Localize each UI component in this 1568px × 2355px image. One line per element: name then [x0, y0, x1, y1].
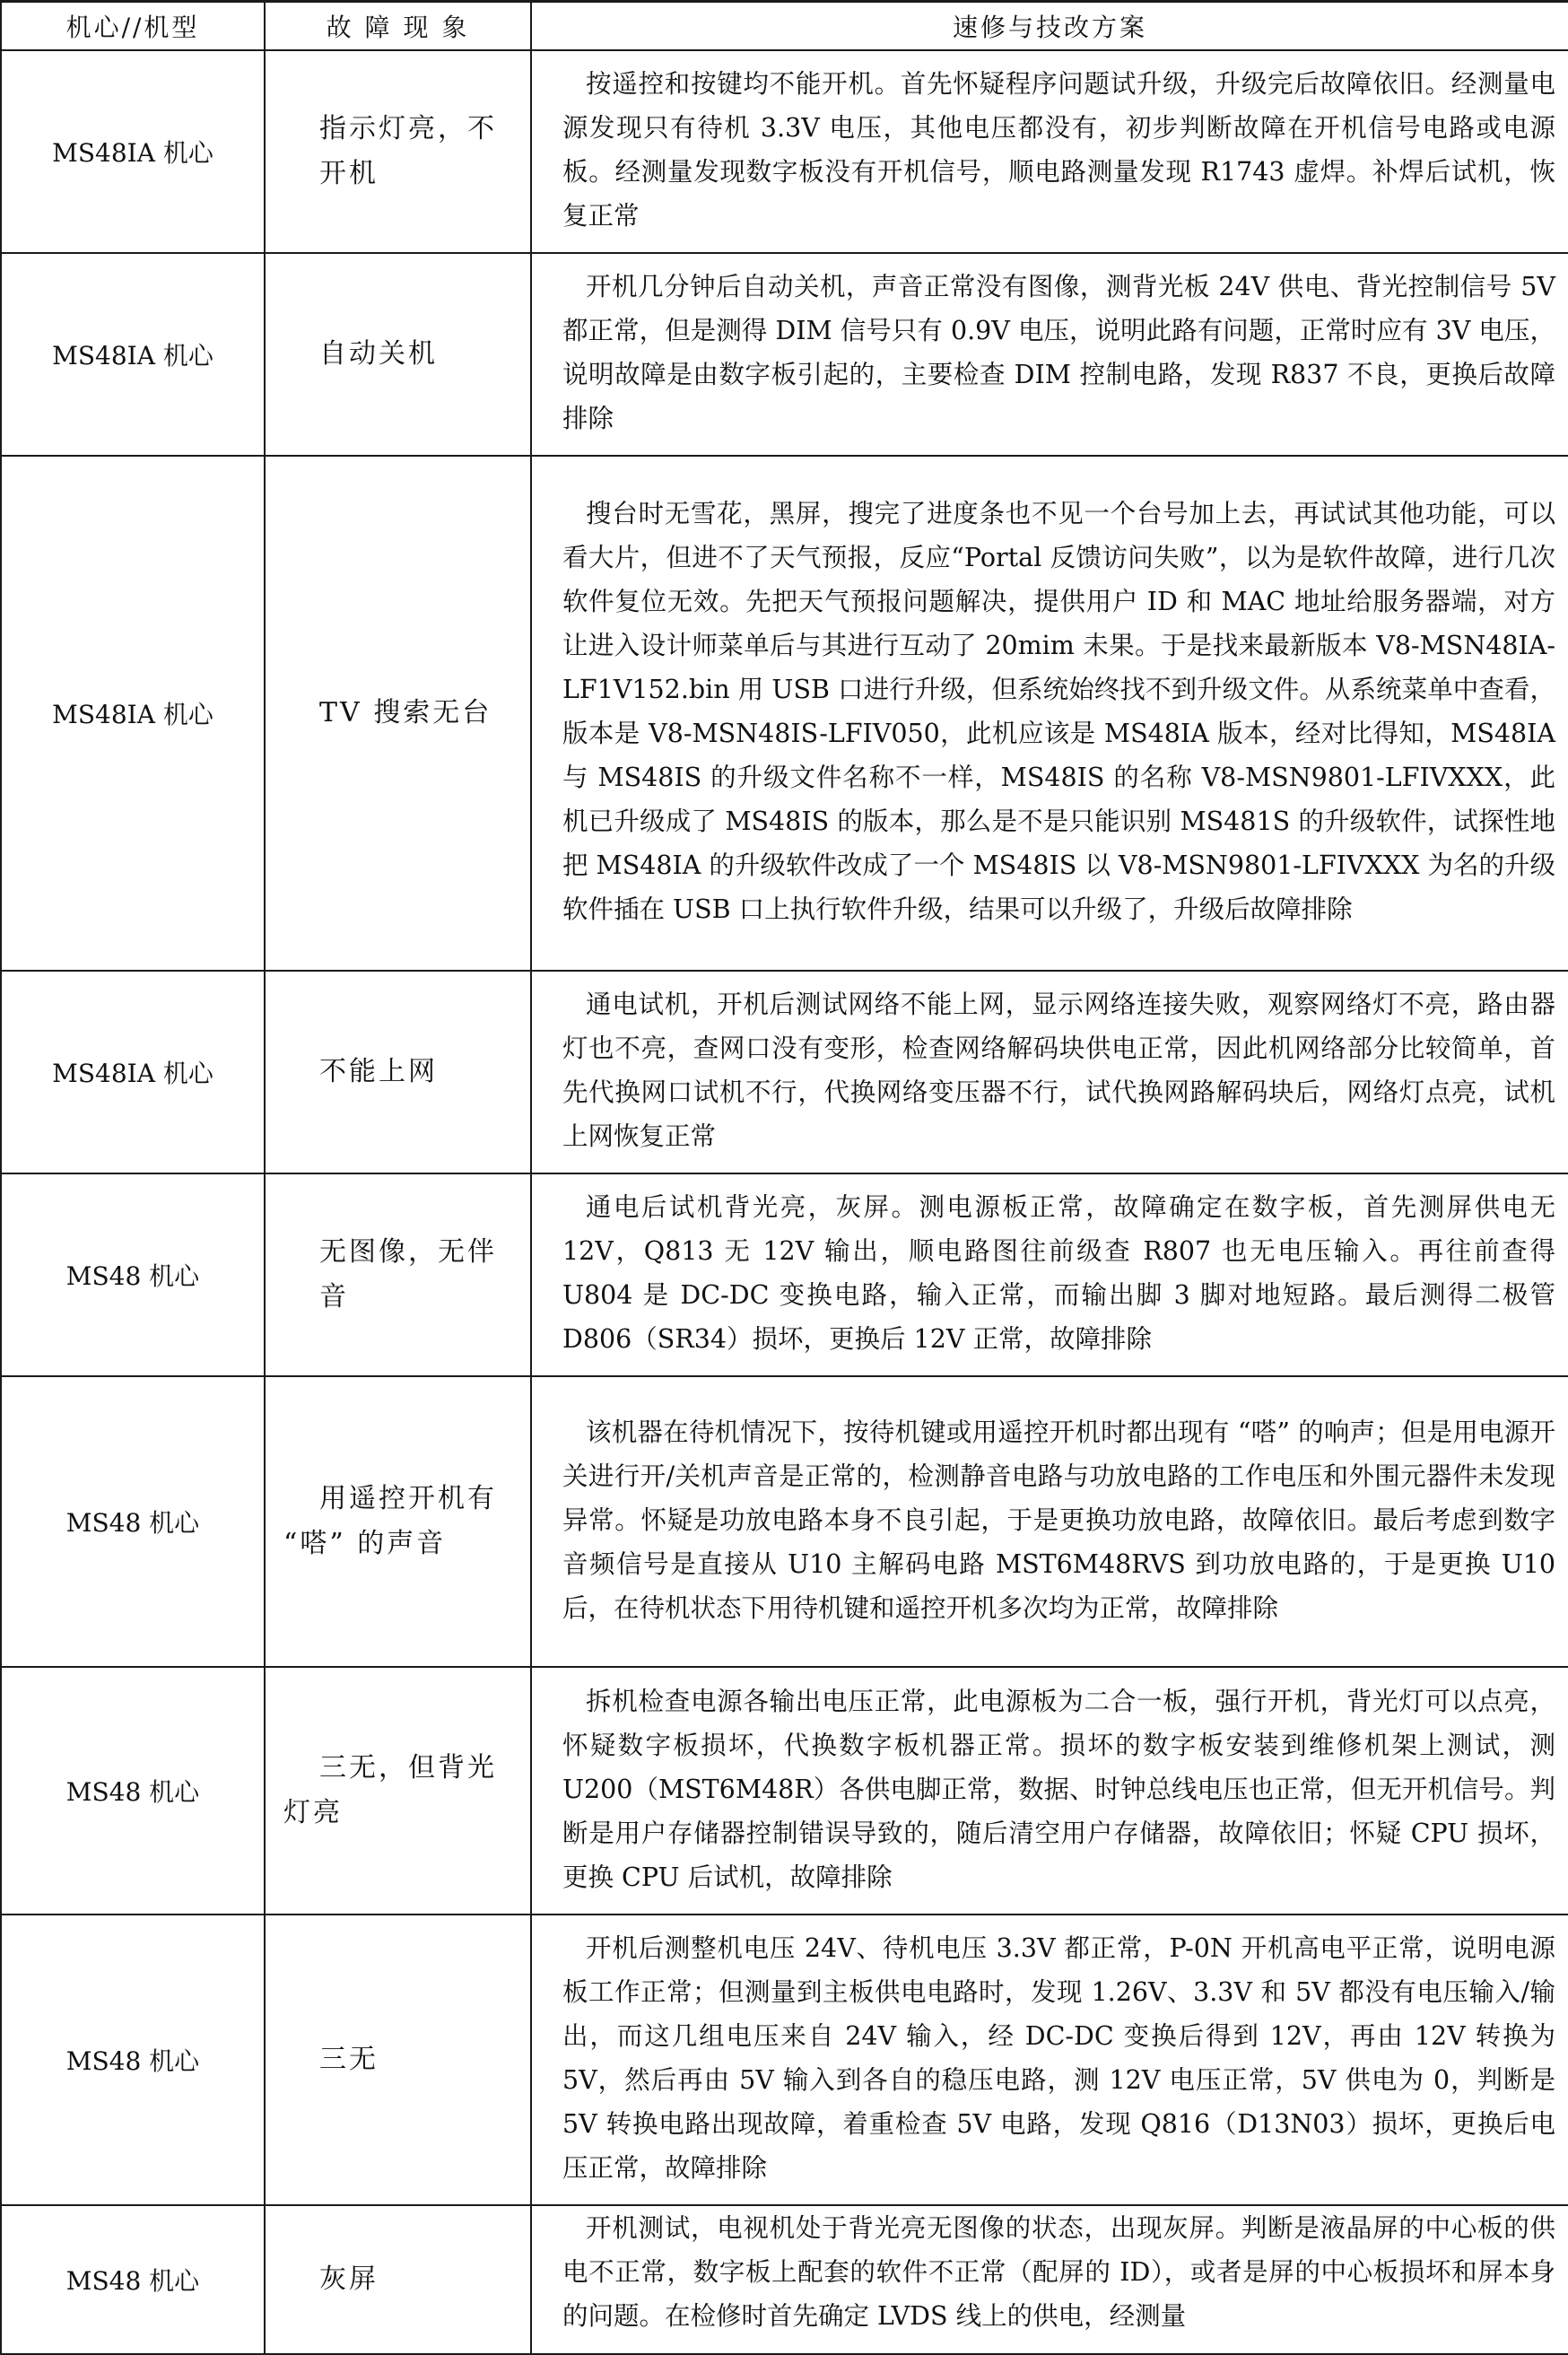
header-fault: 故 障 现 象 — [265, 2, 531, 51]
fault-text-line-1: 用遥控开机有 — [319, 1483, 497, 1514]
fault-text-line-2: 灯亮 — [283, 1797, 343, 1828]
fix-cell: 拆机检查电源各输出电压正常，此电源板为二合一板，强行开机，背光灯可以点亮，怀疑数字板损坏，代换数字板机器正常。损坏的数字板安装到维修机架上测试，测 U200（MST6M48R）各供电脚正常，数据、时钟总线电压也正常，但无开机信号。判断是用户存储器控制错误导致的，随后清空用户存储器，故障依旧；怀疑 CPU 损坏，更换 CPU 后试机，故障排除 — [531, 1667, 1568, 1915]
table-row — [1, 2205, 1568, 2354]
fix-cell: 开机后测整机电压 24V、待机电压 3.3V 都正常，P-0N 开机高电平正常，说明电源板工作正常；但测量到主板供电电路时，发现 1.26V、3.3V 和 5V 都没有电压输入/输出，而这几组电压来自 24V 输入，经 DC-DC 变换后得到 12V，再由 12V 转换为 5V，然后再由 5V 输入到各自的稳压电路，测 12V 电压正常，5V 供电为 0，判断是 5V 转换电路出现故障，着重检查 5V 电路，发现 Q816（D13N03）损坏，更换后电压正常，故障排除 — [531, 1915, 1568, 2205]
fix-cell: 通电后试机背光亮，灰屏。测电源板正常，故障确定在数字板，首先测屏供电无 12V，Q813 无 12V 输出，顺电路图往前级查 R807 也无电压输入。再往前查得 U804 是 DC-DC 变换电路，输入正常，而输出脚 3 脚对地短路。最后测得二极管 D806（SR34）损坏，更换后 12V 正常，故障排除 — [531, 1173, 1568, 1376]
model-cell: MS48IA 机心 — [1, 50, 265, 253]
fix-cell: 开机测试，电视机处于背光亮无图像的状态，出现灰屏。判断是液晶屏的中心板的供电不正常，数字板上配套的软件不正常（配屏的 ID），或者是屏的中心板损坏和屏本身的问题。在检修时首先确定 LVDS 线上的供电，经测量 — [531, 2205, 1568, 2354]
model-cell: MS48 机心 — [1, 1173, 265, 1376]
table-row — [1, 971, 1568, 1173]
model-cell: MS48 机心 — [1, 1376, 265, 1667]
table-row — [1, 1376, 1568, 1667]
fault-text: 不能上网 — [319, 1056, 438, 1087]
fault-cell — [265, 2205, 531, 2354]
fault-cell — [265, 971, 531, 1173]
model-cell: MS48IA 机心 — [1, 253, 265, 456]
fault-text-line-2: “嗒” 的声音 — [283, 1528, 447, 1559]
table-header — [1, 2, 1568, 51]
fault-text: 三无 — [319, 2044, 379, 2075]
model-cell: MS48 机心 — [1, 2205, 265, 2354]
fault-text: TV 搜索无台 — [319, 697, 492, 728]
fault-cell — [265, 456, 531, 971]
table-row — [1, 50, 1568, 253]
fault-text: 自动关机 — [319, 338, 438, 370]
fix-cell: 通电试机，开机后测试网络不能上网，显示网络连接失败，观察网络灯不亮，路由器灯也不亮，查网口没有变形，检查网络解码块供电正常，因此机网络部分比较简单，首先代换网口试机不行，代换网络变压器不行，试代换网路解码块后，网络灯点亮，试机上网恢复正常 — [531, 971, 1568, 1173]
fault-text-line-1: 三无，但背光 — [319, 1752, 497, 1784]
fault-cell — [265, 253, 531, 456]
fault-cell — [265, 1915, 531, 2205]
fix-cell: 搜台时无雪花，黑屏，搜完了进度条也不见一个台号加上去，再试试其他功能，可以看大片，但进不了天气预报，反应“Portal 反馈访问失败”，以为是软件故障，进行几次软件复位无效。先把天气预报问题解决，提供用户 ID 和 MAC 地址给服务器端，对方让进入设计师菜单后与其进行互动了 20mim 未果。于是找来最新版本 V8-MSN48IA-LF1V152.bin 用 USB 口进行升级，但系统始终找不到升级文件。从系统菜单中查看，版本是 V8-MSN48IS-LFIV050，此机应该是 MS48IA 版本，经对比得知，MS48IA 与 MS48IS 的升级文件名称不一样，MS48IS 的名称 V8-MSN9801-LFIVXXX，此机已升级成了 MS48IS 的版本，那么是不是只能识别 MS481S 的升级软件，试探性地把 MS48IA 的升级软件改成了一个 MS48IS 以 V8-MSN9801-LFIVXXX 为名的升级软件插在 USB 口上执行软件升级，结果可以升级了，升级后故障排除 — [531, 456, 1568, 971]
fault-cell — [265, 1376, 531, 1667]
model-cell: MS48IA 机心 — [1, 971, 265, 1173]
table-row — [1, 1173, 1568, 1376]
model-cell: MS48IA 机心 — [1, 456, 265, 971]
header-model: 机心//机型 — [1, 2, 265, 51]
table-row — [1, 1667, 1568, 1915]
fault-text: 无图像，无伴音 — [319, 1236, 497, 1313]
table-row — [1, 456, 1568, 971]
model-cell: MS48 机心 — [1, 1667, 265, 1915]
table-row — [1, 1915, 1568, 2205]
fault-cell — [265, 1667, 531, 1915]
fix-cell: 该机器在待机情况下，按待机键或用遥控开机时都出现有 “嗒” 的响声；但是用电源开关进行开/关机声音是正常的，检测静音电路与功放电路的工作电压和外围元器件未发现异常。怀疑是功放电路本身不良引起，于是更换功放电路，故障依旧。最后考虑到数字音频信号是直接从 U10 主解码电路 MST6M48RVS 到功放电路的，于是更换 U10 后，在待机状态下用待机键和遥控开机多次均为正常，故障排除 — [531, 1376, 1568, 1667]
header-fix: 速修与技改方案 — [531, 2, 1568, 51]
table-row — [1, 253, 1568, 456]
fault-cell — [265, 50, 531, 253]
model-cell: MS48 机心 — [1, 1915, 265, 2205]
fix-cell: 开机几分钟后自动关机，声音正常没有图像，测背光板 24V 供电、背光控制信号 5V 都正常，但是测得 DIM 信号只有 0.9V 电压，说明此路有问题，正常时应有 3V 电压，说明故障是由数字板引起的，主要检查 DIM 控制电路，发现 R837 不良，更换后故障排除 — [531, 253, 1568, 456]
fault-text: 指示灯亮，不开机 — [319, 113, 497, 189]
fault-text: 灰屏 — [319, 2263, 379, 2295]
fix-cell: 按遥控和按键均不能开机。首先怀疑程序问题试升级，升级完后故障依旧。经测量电源发现只有待机 3.3V 电压，其他电压都没有，初步判断故障在开机信号电路或电源板。经测量发现数字板没有开机信号，顺电路测量发现 R1743 虚焊。补焊后试机，恢复正常 — [531, 50, 1568, 253]
fault-cell — [265, 1173, 531, 1376]
